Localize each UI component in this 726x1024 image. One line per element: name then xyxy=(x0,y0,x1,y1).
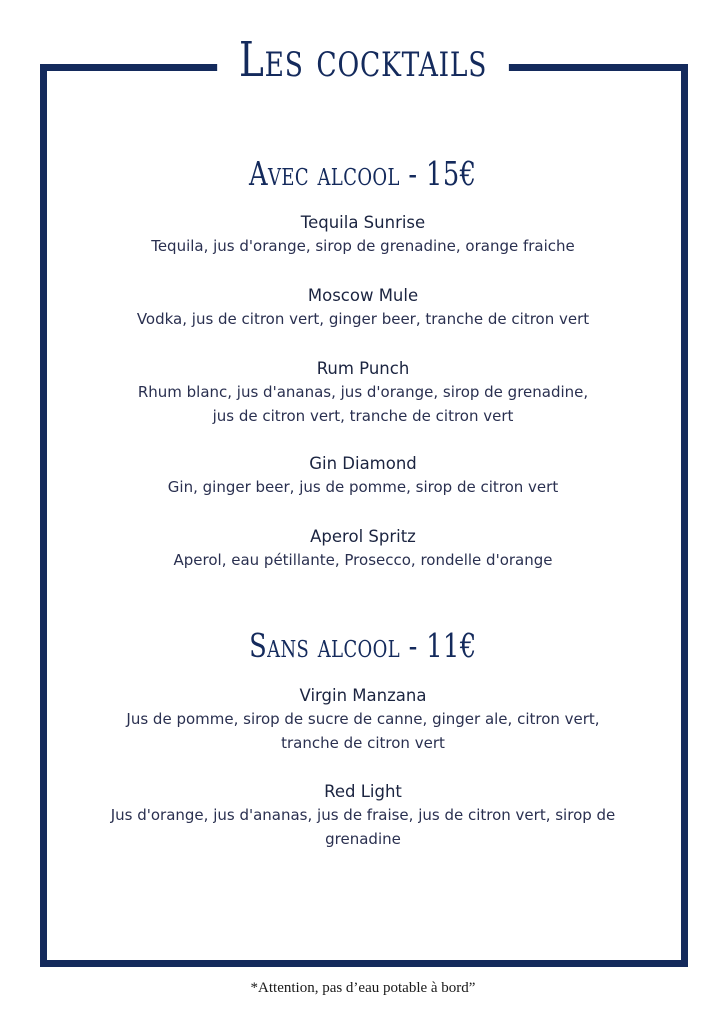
cocktail-description-line: grenadine xyxy=(325,829,401,848)
cocktail-name: Gin Diamond xyxy=(309,454,417,473)
cocktail-name: Rum Punch xyxy=(316,359,410,378)
cocktail-description-line: Rhum blanc, jus d'ananas, jus d'orange, sirop de grenadine, xyxy=(137,383,589,401)
section-title-alcohol-text: Avec alcool - 15€ xyxy=(249,154,477,193)
cocktail-description-line: Jus d'orange, jus d'ananas, jus de fraise, jus de citron vert, sirop de xyxy=(110,806,616,824)
cocktail-description-line: tranche de citron vert xyxy=(281,733,445,752)
section-title-non-alcohol xyxy=(0,624,726,668)
section-title-non-alcohol-text: Sans alcool - 11€ xyxy=(249,626,477,665)
cocktail-description-line: Jus de pomme, sirop de sucre de canne, ginger ale, citron vert, xyxy=(126,710,600,728)
cocktail-item xyxy=(60,684,666,755)
cocktail-item xyxy=(60,211,666,259)
cocktail-description-line: jus de citron vert, tranche de citron vert xyxy=(212,406,514,425)
cocktail-name: Tequila Sunrise xyxy=(300,213,426,232)
cocktail-item xyxy=(60,452,666,500)
cocktail-name: Moscow Mule xyxy=(307,286,419,305)
cocktail-item xyxy=(60,357,666,428)
cocktail-name: Red Light xyxy=(324,782,402,801)
cocktail-description: Aperol, eau pétillante, Prosecco, rondelle d'orange xyxy=(173,551,553,569)
cocktail-name: Virgin Manzana xyxy=(299,686,427,705)
cocktail-item xyxy=(50,780,676,851)
cocktail-description: Tequila, jus d'orange, sirop de grenadine, orange fraiche xyxy=(151,237,575,255)
cocktail-description: Gin, ginger beer, jus de pomme, sirop de citron vert xyxy=(167,478,559,496)
title-wrap xyxy=(0,24,726,102)
cocktail-item xyxy=(60,284,666,332)
cocktail-name: Aperol Spritz xyxy=(310,527,416,546)
footnote: *Attention, pas d’eau potable à bord” xyxy=(250,980,476,996)
cocktail-item xyxy=(60,525,666,573)
section-title-alcohol xyxy=(0,152,726,196)
page-title: Les cocktails xyxy=(217,24,509,96)
cocktail-description: Vodka, jus de citron vert, ginger beer, tranche de citron vert xyxy=(136,310,590,328)
